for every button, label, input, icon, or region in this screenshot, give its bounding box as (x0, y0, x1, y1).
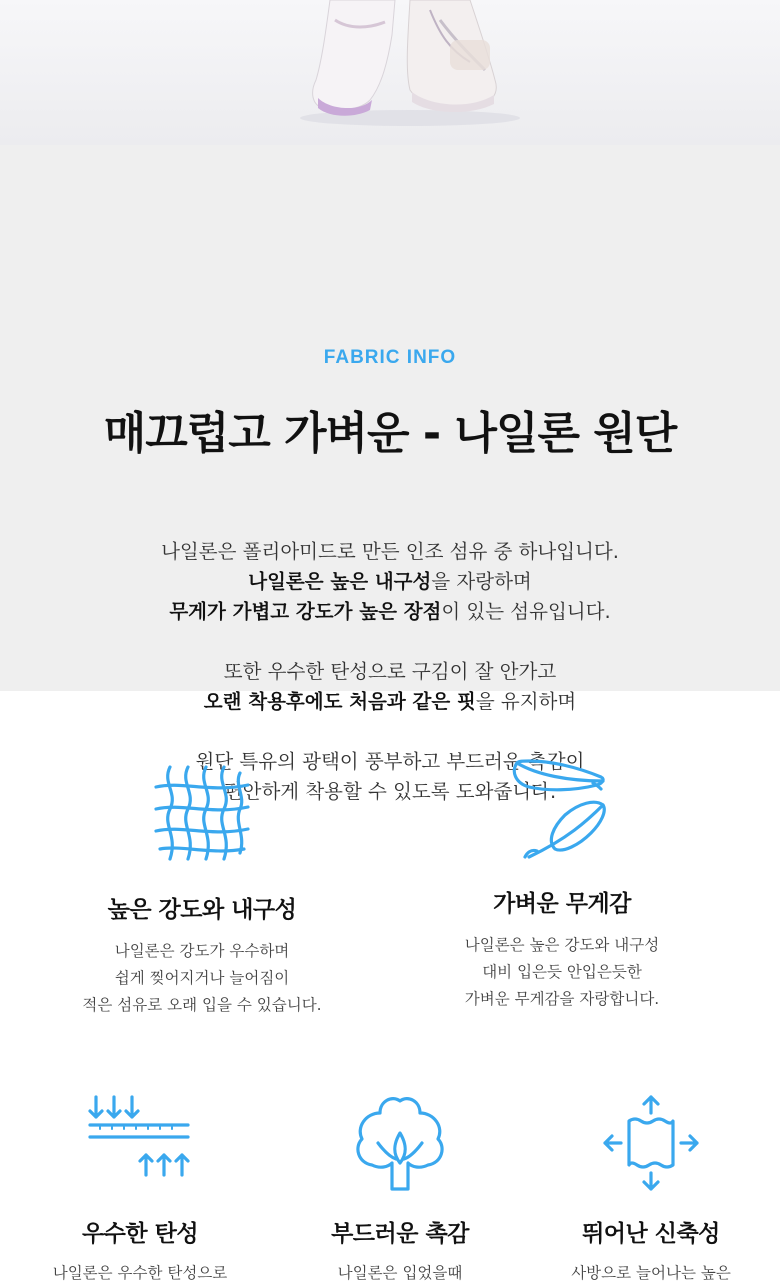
feature-title: 우수한 탄성 (81, 1221, 199, 1247)
feature-description: 사방으로 늘어나는 높은 (571, 1264, 731, 1282)
weave-icon (152, 763, 252, 863)
feature-description: 나일론은 입었을때 (337, 1264, 463, 1282)
description-line: 나일론은 높은 내구성을 자랑하며 (248, 570, 532, 593)
feature-lightweight (412, 757, 712, 1013)
sneakers-image (0, 0, 780, 145)
feature-title: 부드러운 촉감 (331, 1221, 469, 1247)
section-label: FABRIC INFO (323, 347, 457, 368)
feature-softness (280, 1093, 520, 1287)
product-photo (0, 0, 780, 145)
section-title: 매끄럽고 가벼운 - 나일론 원단 (103, 408, 677, 459)
feature-title: 높은 강도와 내구성 (107, 897, 297, 923)
feature-title: 뛰어난 신축성 (582, 1221, 720, 1247)
description-line: 또한 우수한 탄성으로 구김이 잘 안가고 (223, 660, 557, 683)
description-line: 오랜 착용후에도 처음과 같은 핏을 유지하며 (203, 690, 577, 713)
feature-elasticity (20, 1093, 260, 1287)
feather-icon (507, 757, 617, 863)
cotton-icon (350, 1093, 450, 1193)
feature-strength (52, 763, 352, 1019)
fabric-info-section (0, 145, 780, 803)
feature-description: 나일론은 강도가 우수하며 쉽게 찢어지거나 늘어짐이 적은 섬유로 오래 입을 수 있습니다. (82, 942, 322, 1014)
description-line: 원단 특유의 광택이 풍부하고 부드러운 촉감이 (195, 750, 585, 773)
stretch-icon (601, 1093, 701, 1193)
feature-title: 가벼운 무게감 (493, 891, 631, 917)
elasticity-icon (88, 1093, 192, 1179)
feature-description: 나일론은 높은 강도와 내구성 대비 입은듯 안입은듯한 가벼운 무게감을 자랑합니다. (464, 936, 660, 1008)
description-line: 무게가 가볍고 강도가 높은 장점이 있는 섬유입니다. (169, 600, 611, 623)
description-line: 나일론은 폴리아미드로 만든 인조 섬유 중 하나입니다. (161, 540, 619, 563)
features-section (0, 691, 780, 1280)
description-line: 편안하게 착용할 수 있도록 도와줍니다. (223, 780, 557, 803)
feature-description: 나일론은 우수한 탄성으로 (52, 1264, 228, 1282)
feature-stretch (531, 1093, 771, 1287)
